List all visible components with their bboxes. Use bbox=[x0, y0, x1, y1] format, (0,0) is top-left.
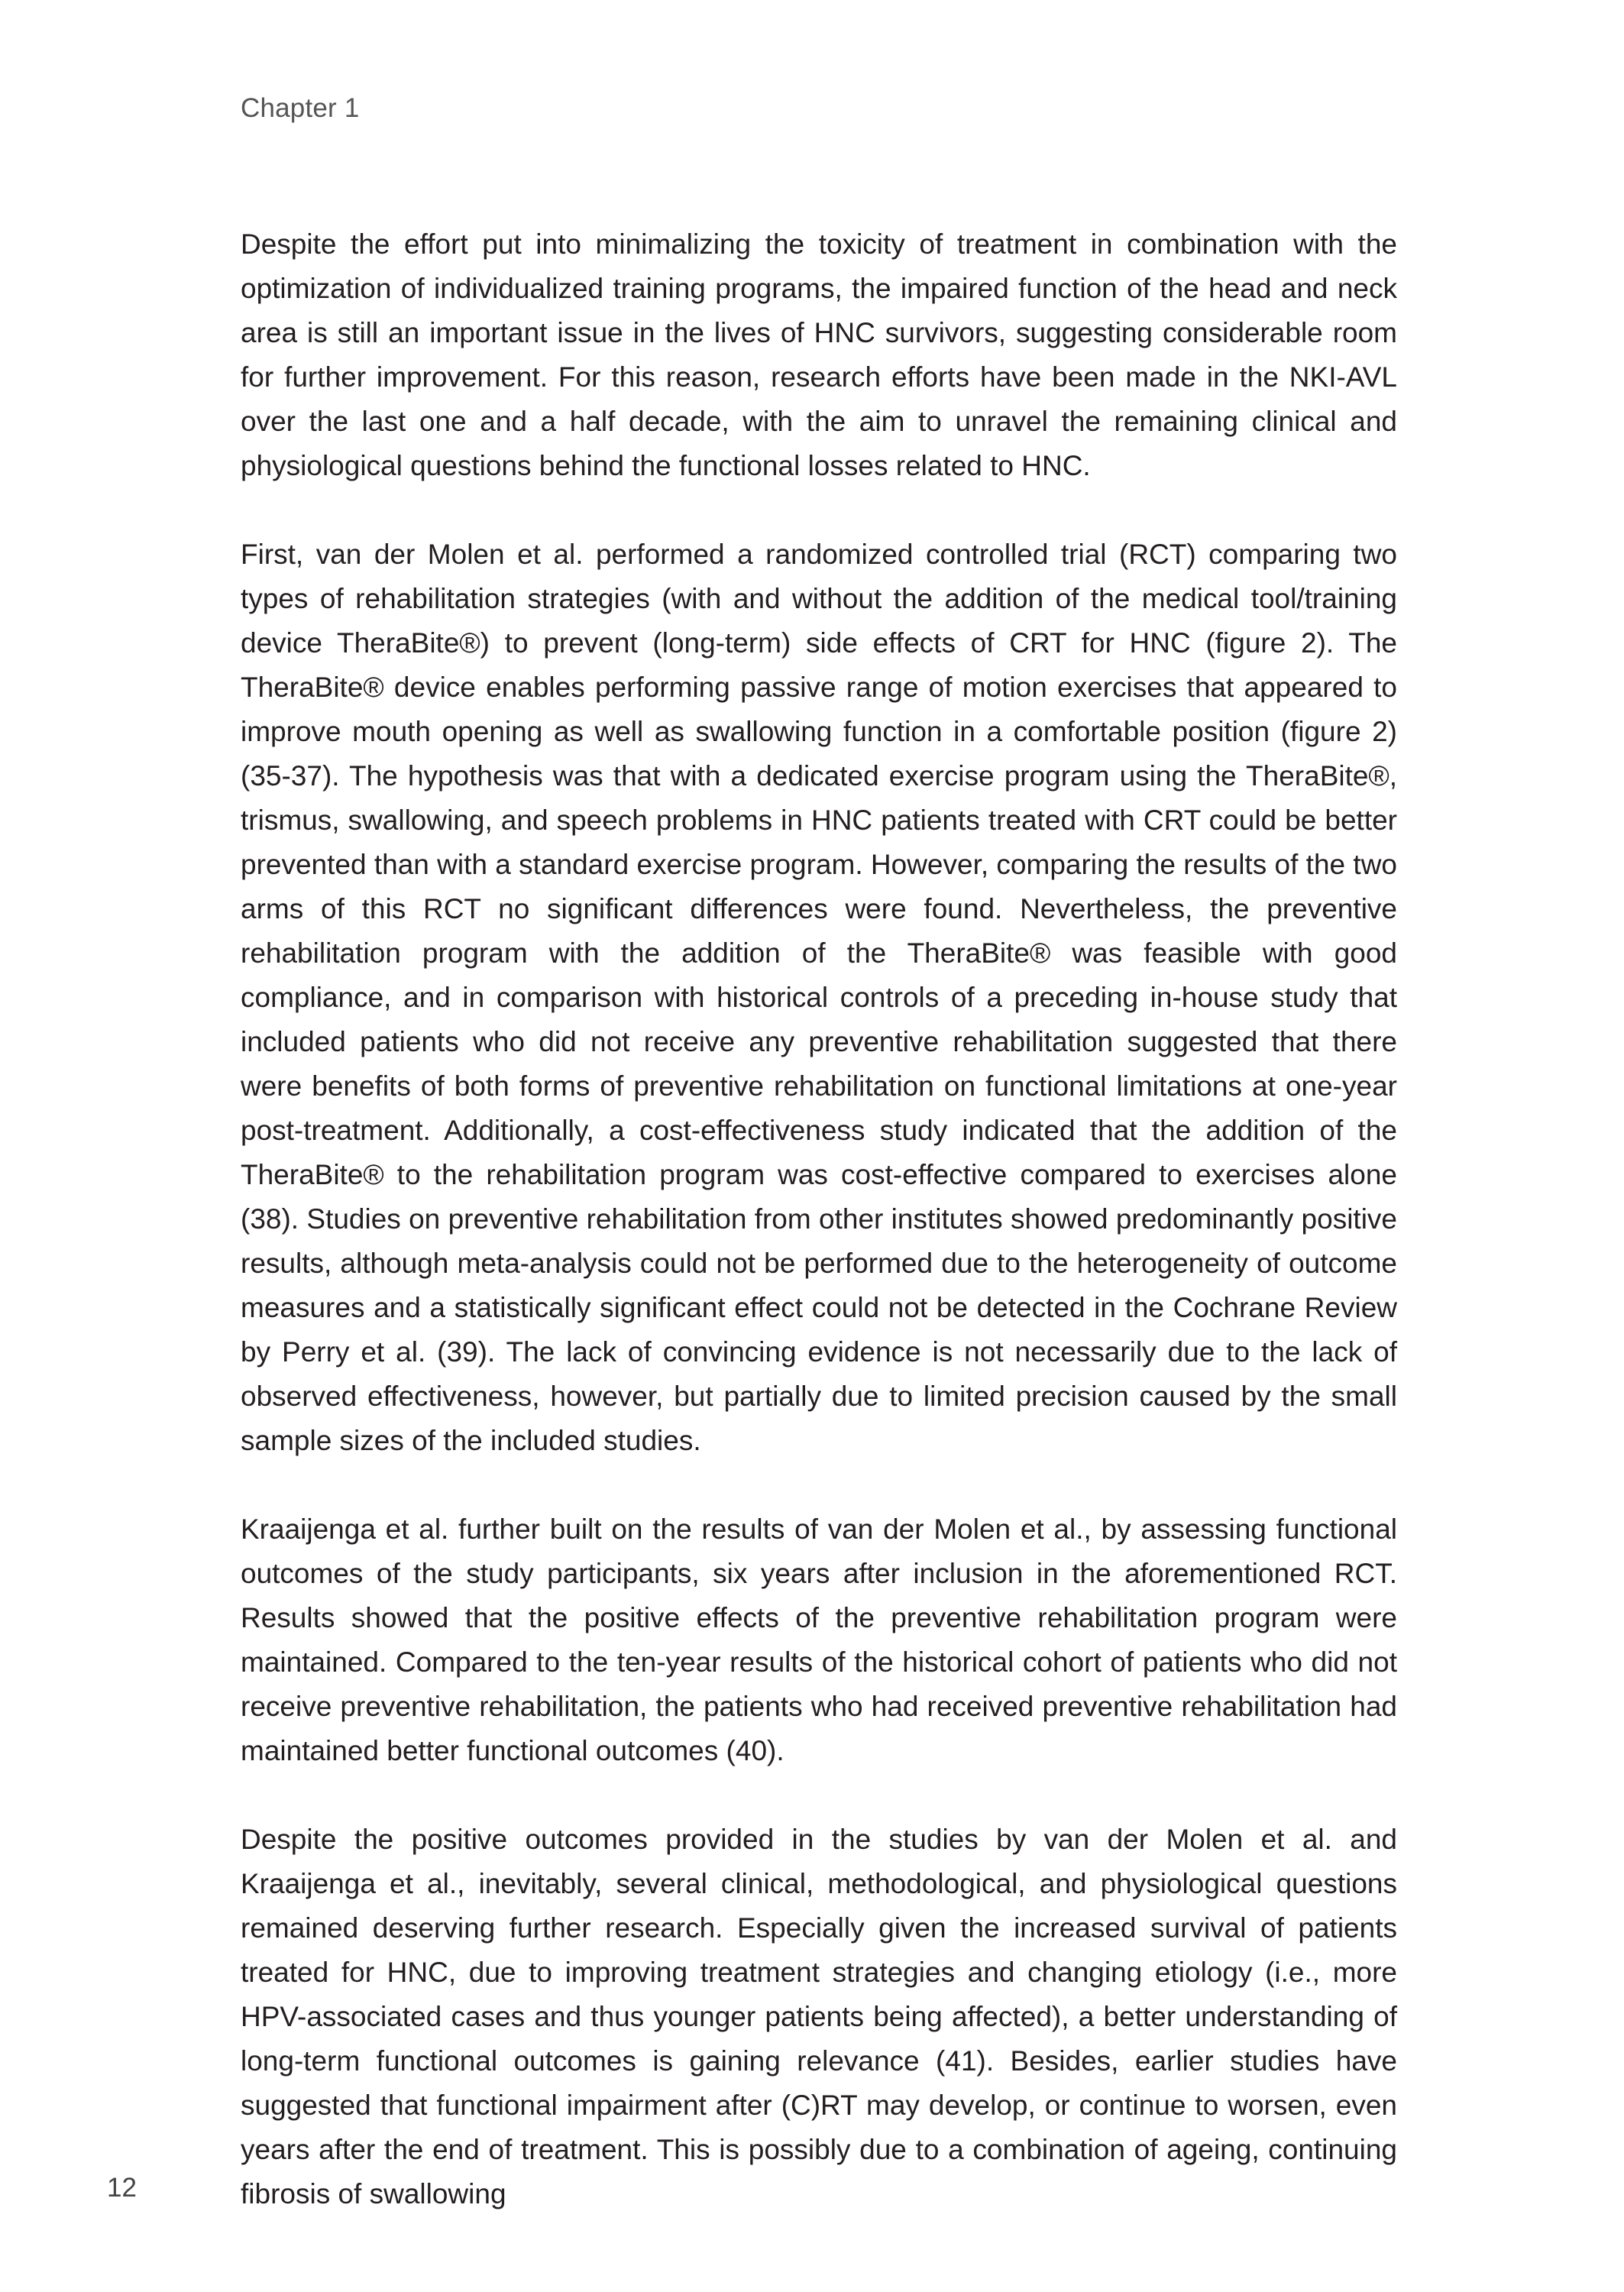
paragraph-2: First, van der Molen et al. performed a randomized controlled trial (RCT) comparing two types of rehabilitation strategies (with and without the addition of the medical tool/training device TheraBite®) to prevent (long-term) side effects of CRT for HNC (figure 2). The TheraBite® device enables performing passive range of motion exercises that appeared to improve mouth opening as well as swallowing function in a comfortable position (figure 2) (35-37). The hypothesis was that with a dedicated exercise program using the TheraBite®, trismus, swallowing, and speech problems in HNC patients treated with CRT could be better prevented than with a standard exercise program. However, comparing the results of the two arms of this RCT no significant differences were found. Nevertheless, the preventive rehabilitation program with the addition of the TheraBite® was feasible with good compliance, and in comparison with historical controls of a preceding in-house study that included patients who did not receive any preventive rehabilitation suggested that there were benefits of both forms of preventive rehabilitation on functional limitations at one-year post-treatment. Additionally, a cost-effectiveness study indicated that the addition of the TheraBite® to the rehabilitation program was cost-effective compared to exercises alone (38). Studies on preventive rehabilitation from other institutes showed predominantly positive results, although meta-analysis could not be performed due to the heterogeneity of outcome measures and a statistically significant effect could not be detected in the Cochrane Review by Perry et al. (39). The lack of convincing evidence is not necessarily due to the lack of observed effectiveness, however, but partially due to limited precision caused by the small sample sizes of the included studies. bbox=[241, 539, 1397, 1456]
page-number: 12 bbox=[107, 2173, 137, 2203]
paragraph-4: Despite the positive outcomes provided in the studies by van der Molen et al. and Kraaijenga et al., inevitably, several clinical, methodological, and physiological questions remained deserving further research. Especially given the increased survival of patients treated for HNC, due to improving treatment strategies and changing etiology (i.e., more HPV-associated cases and thus younger patients being affected), a better understanding of long-term functional outcomes is gaining relevance (41). Besides, earlier studies have suggested that functional impairment after (C)RT may develop, or continue to worsen, even years after the end of treatment. This is possibly due to a combination of ageing, continuing fibrosis of swallowing bbox=[241, 1824, 1397, 2209]
body-text bbox=[241, 222, 1397, 2216]
paragraph-3: Kraaijenga et al. further built on the results of van der Molen et al., by assessing functional outcomes of the study participants, six years after inclusion in the aforementioned RCT. Results showed that the positive effects of the preventive rehabilitation program were maintained. Compared to the ten-year results of the historical cohort of patients who did not receive preventive rehabilitation, the patients who had received preventive rehabilitation had maintained better functional outcomes (40). bbox=[241, 1513, 1397, 1766]
running-header: Chapter 1 bbox=[241, 93, 360, 123]
paragraph-1: Despite the effort put into minimalizing the toxicity of treatment in combination with the optimization of individualized training programs, the impaired function of the head and neck area is still an important issue in the lives of HNC survivors, suggesting considerable room for further improvement. For this reason, research efforts have been made in the NKI-AVL over the last one and a half decade, with the aim to unravel the remaining clinical and physiological questions behind the functional losses related to HNC. bbox=[241, 228, 1397, 481]
